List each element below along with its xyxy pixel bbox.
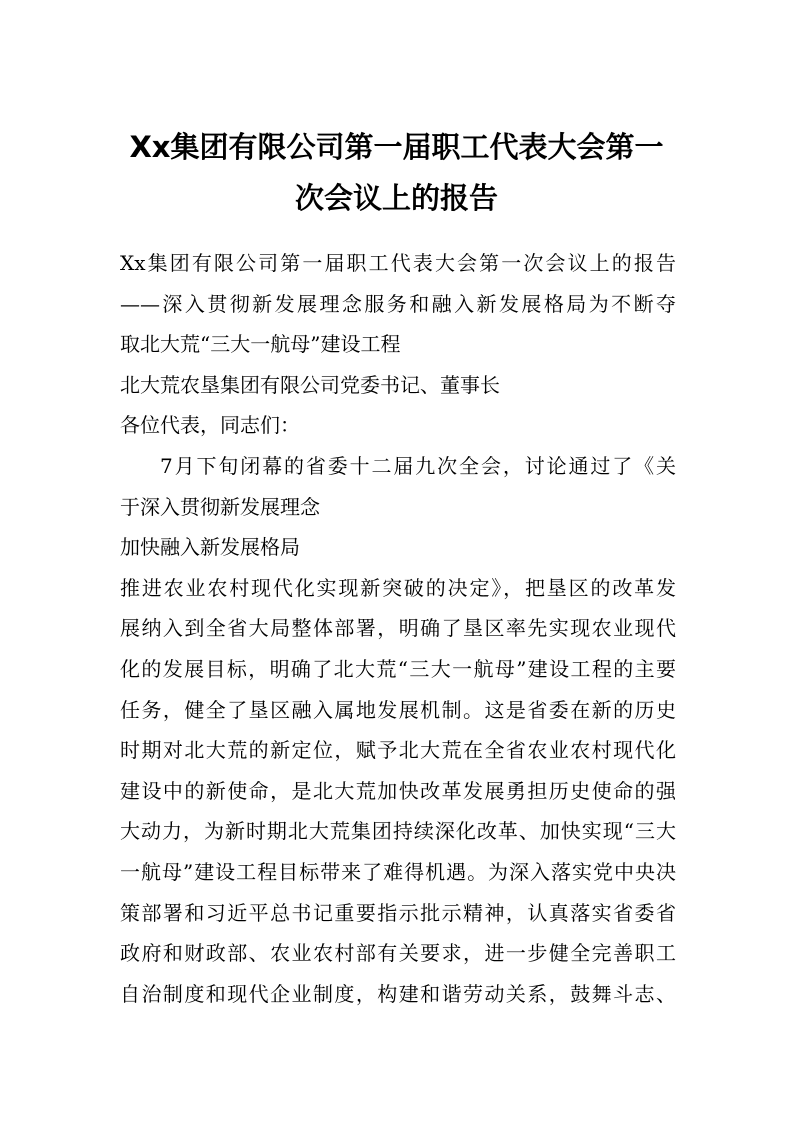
paragraph-line: 一航母”建设工程目标带来了难得机遇。为深入落实党中央决	[120, 859, 676, 884]
subtitle-line-2: ——深入贯彻新发展理念服务和融入新发展格局为不断夺	[120, 291, 676, 316]
speaker-line: 北大荒农垦集团有限公司党委书记、董事长	[120, 372, 500, 397]
paragraph-line: 政府和财政部、农业农村部有关要求，进一步健全完善职工	[120, 941, 676, 966]
document-body	[120, 243, 676, 1014]
document-title	[100, 122, 693, 224]
title-line-1: Xx集团有限公司第一届职工代表大会第一	[129, 130, 664, 164]
title-line-2: 次会议上的报告	[294, 181, 498, 215]
subtitle-line-3: 取北大荒“三大一航母”建设工程	[120, 332, 401, 357]
paragraph-line: 化的发展目标，明确了北大荒“三大一航母”建设工程的主要	[120, 656, 676, 681]
paragraph-line: 建设中的新使命，是北大荒加快改革发展勇担历史使命的强	[120, 778, 676, 803]
paragraph-line: 推进农业农村现代化实现新突破的决定》，把垦区的改革发	[120, 575, 676, 600]
paragraph-line: 大动力，为新时期北大荒集团持续深化改革、加快实现“三大	[120, 819, 676, 844]
paragraph-line: 任务，健全了垦区融入属地发展机制。这是省委在新的历史	[120, 697, 676, 722]
paragraph-line: 展纳入到全省大局整体部署，明确了垦区率先实现农业现代	[120, 616, 676, 641]
paragraph-line: 于深入贯彻新发展理念	[120, 494, 320, 519]
paragraph-line: 策部署和习近平总书记重要指示批示精神，认真落实省委省	[120, 900, 676, 925]
paragraph-1	[120, 446, 676, 1014]
subtitle-line-1: Xx集团有限公司第一届职工代表大会第一次会议上的报告	[120, 251, 676, 275]
paragraph-line: 自治制度和现代企业制度，构建和谐劳动关系，鼓舞斗志、	[120, 981, 676, 1006]
paragraph-line: 7月下旬闭幕的省委十二届九次全会，讨论通过了《关	[160, 453, 676, 478]
paragraph-line: 加快融入新发展格局	[120, 535, 300, 560]
paragraph-line: 时期对北大荒的新定位，赋予北大荒在全省农业农村现代化	[120, 738, 676, 763]
salutation-line: 各位代表，同志们：	[120, 413, 300, 438]
